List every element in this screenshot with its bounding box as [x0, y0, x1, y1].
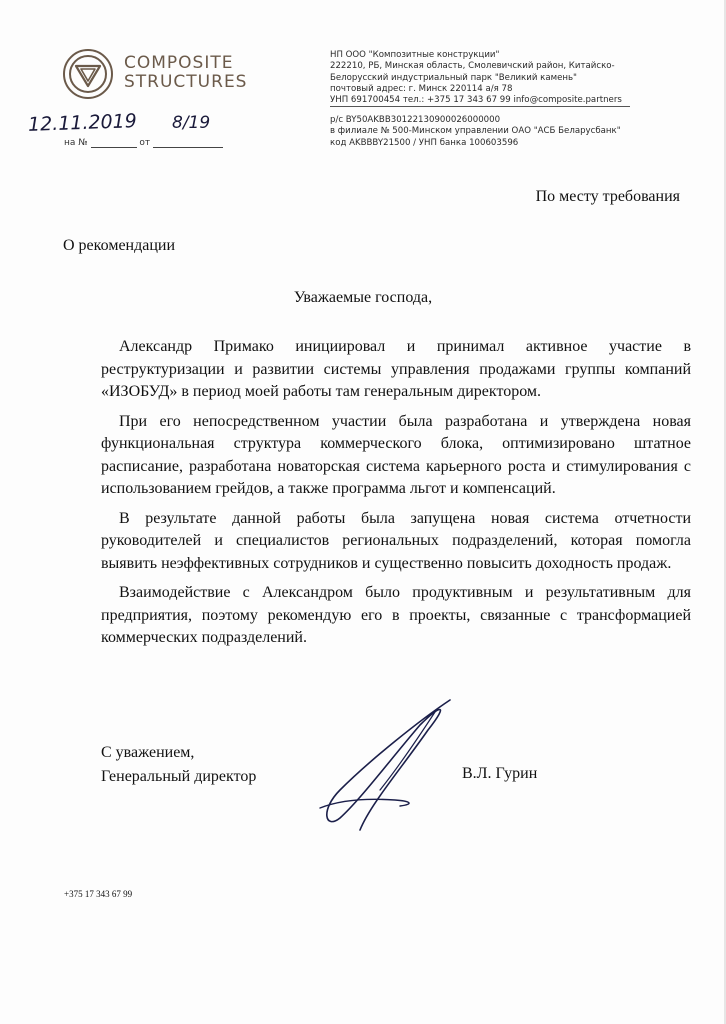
- signatory-title: Генеральный директор: [101, 768, 257, 785]
- header-divider: [330, 106, 630, 107]
- handwritten-signature: [300, 690, 470, 840]
- brand-name: [124, 54, 247, 92]
- bank-account: р/с BY50AKBB30122130900026000000: [330, 115, 501, 125]
- handwritten-date: 12.11.2019: [27, 110, 138, 136]
- closing-regards: С уважением,: [101, 744, 195, 761]
- company-postal: почтовый адрес: г. Минск 220114 а/я 78: [330, 83, 513, 94]
- company-details: [330, 50, 622, 106]
- reference-date-blank: [153, 147, 223, 148]
- closing-block: [101, 741, 256, 789]
- company-contacts: УНП 691700454 тел.: +375 17 343 67 99 info@composite.partners: [330, 95, 622, 106]
- triangle-in-circles-icon: [62, 48, 114, 100]
- bank-details: [330, 115, 621, 149]
- signatory-name: В.Л. Гурин: [462, 765, 538, 782]
- brand-line-2: STRUCTURES: [124, 72, 248, 92]
- bank-code: код AKBBBY21500 / УНП банка 100603596: [330, 137, 519, 148]
- handwritten-number: 8/19: [172, 113, 211, 133]
- body-paragraph-3: В результате данной работы была запущена новая система отчетности руководителей и специалистов региональных подразделений, которая помогла выявить неэффективных сотрудников и существенно повысить доходность продаж.: [101, 509, 691, 572]
- brand-line-1: COMPOSITE: [124, 53, 234, 73]
- reference-number-label: на №: [64, 138, 88, 148]
- footer-phone: +375 17 343 67 99: [64, 889, 133, 899]
- company-name: НП ООО "Композитные конструкции": [330, 50, 500, 60]
- letter-subject: О рекомендации: [63, 237, 176, 254]
- reference-date-label: от: [139, 138, 151, 148]
- company-address-1: 222210, РБ, Минская область, Смолевичский район, Китайско-: [330, 61, 615, 72]
- salutation: Уважаемые господа,: [293, 289, 433, 306]
- bank-branch: в филиале № 500-Минском управлении ОАО "АСБ Беларусбанк": [330, 126, 621, 137]
- company-address-2: Белорусский индустриальный парк "Великий камень": [330, 72, 577, 83]
- body-paragraph-4: Взаимодействие с Александром было продуктивным и результативным для предприятия, поэтому рекомендую его в проекты, связанные с трансформацией коммерческих подразделений.: [101, 584, 691, 646]
- body-paragraph-1: Александр Примако инициировал и принимал активное участие в реструктуризации и развитии системы управления продажами группы компаний «ИЗОБУД» в период моей работы там генеральным директором.: [101, 338, 691, 400]
- letter-body: [101, 336, 691, 657]
- reference-number-blank: [91, 147, 137, 148]
- addressee: По месту требования: [535, 188, 680, 205]
- body-paragraph-2: При его непосредственном участии была разработана и утверждена новая функциональная структура коммерческого блока, оптимизировано штатное расписание, разработана новаторская система карьерного роста и стимулирования с использованием грейдов, а также программа льгот и компенсаций.: [101, 412, 691, 497]
- registration-line: [64, 138, 223, 148]
